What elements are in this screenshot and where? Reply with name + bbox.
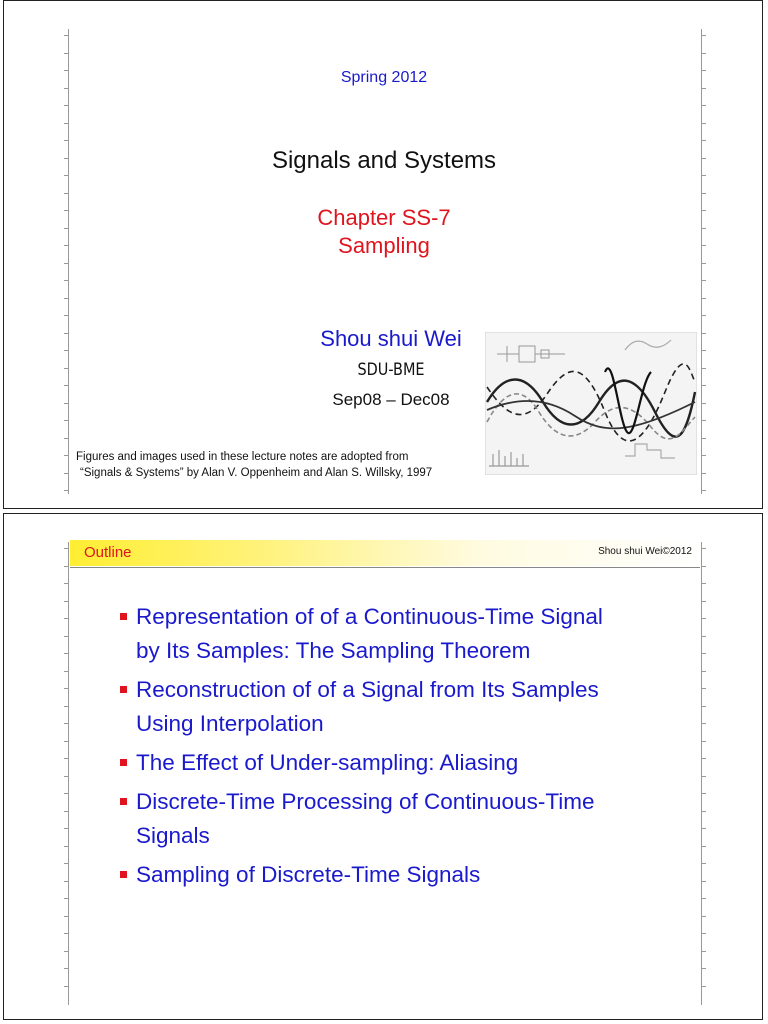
slide-heading: Outline <box>84 544 132 561</box>
ruler-tick <box>701 706 706 707</box>
ruler-tick <box>64 385 69 386</box>
ruler-tick <box>64 315 69 316</box>
ruler-tick <box>701 636 706 637</box>
ruler-tick <box>701 280 706 281</box>
ruler-tick <box>701 175 706 176</box>
ruler-tick <box>701 140 706 141</box>
author-name: Shou shui Wei <box>320 326 462 351</box>
figure-credit <box>76 449 432 481</box>
ruler-tick <box>64 758 69 759</box>
ruler-tick <box>64 706 69 707</box>
ruler-tick <box>64 105 69 106</box>
right-tick-ruler-2 <box>697 514 707 1019</box>
ruler-tick <box>64 175 69 176</box>
bullet-square-icon <box>120 686 127 693</box>
ruler-tick <box>64 403 69 404</box>
left-tick-ruler-2 <box>64 514 74 1019</box>
ruler-tick <box>701 898 706 899</box>
author-affiliation: SDU-BME <box>357 360 425 380</box>
ruler-tick <box>701 438 706 439</box>
ruler-tick <box>64 35 69 36</box>
ruler-tick <box>64 88 69 89</box>
ruler-tick <box>64 688 69 689</box>
ruler-tick <box>701 741 706 742</box>
ruler-tick <box>64 193 69 194</box>
ruler-tick <box>701 968 706 969</box>
ruler-tick <box>64 951 69 952</box>
ruler-tick <box>64 490 69 491</box>
ruler-tick <box>701 263 706 264</box>
ruler-tick <box>64 566 69 567</box>
ruler-tick <box>701 123 706 124</box>
outline-item: Sampling of Discrete-Time Signals <box>120 858 690 892</box>
ruler-tick <box>64 333 69 334</box>
ruler-tick <box>64 140 69 141</box>
outline-slide <box>3 513 763 1020</box>
ruler-tick <box>701 671 706 672</box>
ruler-tick <box>64 636 69 637</box>
bullet-square-icon <box>120 871 127 878</box>
ruler-tick <box>64 473 69 474</box>
ruler-tick <box>701 723 706 724</box>
ruler-tick <box>701 881 706 882</box>
ruler-tick <box>701 35 706 36</box>
ruler-tick <box>701 333 706 334</box>
ruler-tick <box>701 566 706 567</box>
ruler-tick <box>64 455 69 456</box>
ruler-tick <box>64 420 69 421</box>
ruler-tick <box>701 53 706 54</box>
ruler-tick <box>701 601 706 602</box>
ruler-tick <box>701 583 706 584</box>
ruler-tick <box>64 618 69 619</box>
ruler-tick <box>701 863 706 864</box>
ruler-tick <box>64 298 69 299</box>
ruler-tick <box>701 811 706 812</box>
ruler-tick <box>64 438 69 439</box>
ruler-tick <box>701 350 706 351</box>
chapter-number: Chapter SS-7 <box>317 205 451 230</box>
ruler-tick <box>64 793 69 794</box>
ruler-tick <box>701 916 706 917</box>
ruler-tick <box>701 758 706 759</box>
ruler-tick <box>64 583 69 584</box>
ruler-tick <box>701 368 706 369</box>
title-slide <box>3 0 763 509</box>
ruler-tick <box>701 653 706 654</box>
ruler-tick <box>701 105 706 106</box>
ruler-tick <box>64 123 69 124</box>
chapter-topic: Sampling <box>338 233 430 258</box>
ruler-tick <box>64 863 69 864</box>
outline-item: Reconstruction of of a Signal from Its Samples Using Interpolation <box>120 673 690 741</box>
ruler-tick <box>701 548 706 549</box>
outline-item: Representation of of a Continuous-Time Signal by Its Samples: The Sampling Theorem <box>120 600 690 668</box>
ruler-tick <box>64 846 69 847</box>
ruler-tick <box>64 811 69 812</box>
ruler-tick <box>64 968 69 969</box>
ruler-tick <box>701 88 706 89</box>
header-divider <box>70 567 700 568</box>
ruler-tick <box>701 455 706 456</box>
ruler-tick <box>701 846 706 847</box>
ruler-tick <box>701 403 706 404</box>
ruler-tick <box>64 986 69 987</box>
semester-label: Spring 2012 <box>340 69 428 86</box>
ruler-tick <box>64 653 69 654</box>
ruler-tick <box>701 618 706 619</box>
ruler-tick <box>64 671 69 672</box>
waveform-collage-image <box>485 332 697 475</box>
ruler-tick <box>64 548 69 549</box>
bullet-square-icon <box>120 613 127 620</box>
outline-item: Discrete-Time Processing of Continuous-Time Signals <box>120 785 690 853</box>
ruler-tick <box>701 385 706 386</box>
bullet-square-icon <box>120 798 127 805</box>
ruler-tick <box>701 986 706 987</box>
ruler-tick <box>701 490 706 491</box>
ruler-tick <box>64 601 69 602</box>
ruler-tick <box>64 916 69 917</box>
ruler-tick <box>701 776 706 777</box>
outline-list <box>120 600 690 897</box>
ruler-tick <box>64 280 69 281</box>
ruler-tick <box>64 53 69 54</box>
ruler-tick <box>701 951 706 952</box>
course-title: Signals and Systems <box>271 147 497 174</box>
ruler-tick <box>701 473 706 474</box>
ruler-tick <box>701 933 706 934</box>
ruler-tick <box>701 193 706 194</box>
ruler-tick <box>64 350 69 351</box>
ruler-tick <box>64 828 69 829</box>
ruler-tick <box>701 315 706 316</box>
ruler-tick <box>64 263 69 264</box>
bullet-square-icon <box>120 759 127 766</box>
ruler-tick <box>701 793 706 794</box>
ruler-tick <box>64 368 69 369</box>
chapter-heading <box>4 204 764 260</box>
outline-item: The Effect of Under-sampling: Aliasing <box>120 746 690 780</box>
ruler-tick <box>64 933 69 934</box>
copyright-notice: Shou shui Wei©2012 <box>598 546 692 557</box>
ruler-tick <box>64 898 69 899</box>
ruler-tick <box>701 420 706 421</box>
ruler-tick <box>701 298 706 299</box>
credit-line-1: Figures and images used in these lecture notes are adopted from <box>76 451 409 463</box>
ruler-tick <box>64 881 69 882</box>
ruler-tick <box>701 688 706 689</box>
slide-header-bar <box>70 540 700 566</box>
ruler-tick <box>701 828 706 829</box>
ruler-tick <box>64 776 69 777</box>
ruler-tick <box>64 741 69 742</box>
course-dates: Sep08 – Dec08 <box>332 390 450 409</box>
ruler-tick <box>64 723 69 724</box>
credit-line-2: “Signals & Systems” by Alan V. Oppenheim and Alan S. Willsky, 1997 <box>80 467 433 479</box>
